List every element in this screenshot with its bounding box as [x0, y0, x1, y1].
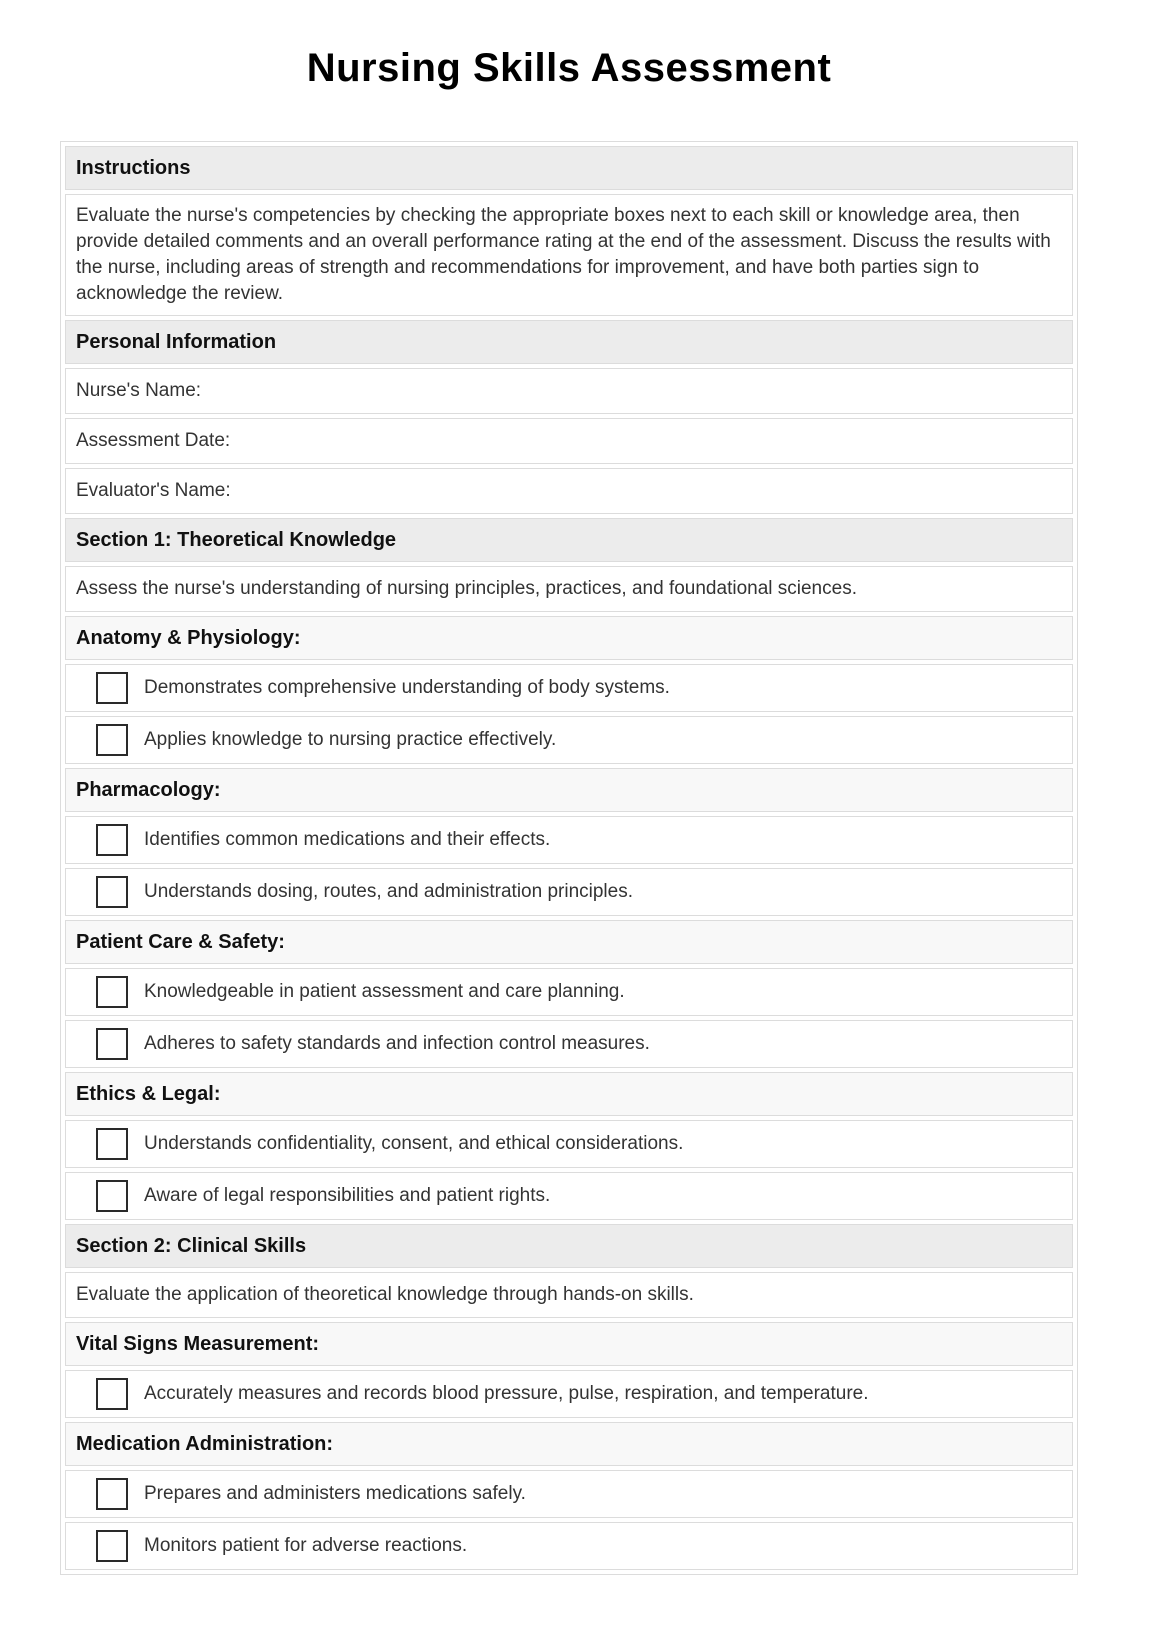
section-header-row-label: Section 2: Clinical Skills — [76, 1235, 307, 1257]
section-header-row — [65, 146, 1073, 190]
subsection-header-row-label: Ethics & Legal: — [76, 1083, 221, 1105]
subsection-header-row-label: Anatomy & Physiology: — [76, 627, 301, 649]
checkbox[interactable] — [96, 824, 128, 856]
assessment-form-table — [60, 141, 1078, 1575]
checklist-item-row — [65, 1370, 1073, 1418]
checkbox[interactable] — [96, 1028, 128, 1060]
section-description-row-label: Assess the nurse's understanding of nursing principles, practices, and foundational sciences. — [76, 578, 857, 599]
subsection-header-row-label: Medication Administration: — [76, 1433, 334, 1455]
subsection-header-row-label: Vital Signs Measurement: — [76, 1333, 320, 1355]
checkbox[interactable] — [96, 1478, 128, 1510]
section-header-row — [65, 518, 1073, 562]
subsection-header-row — [65, 920, 1073, 964]
checklist-item-row-label: Accurately measures and records blood pressure, pulse, respiration, and temperature. — [144, 1383, 869, 1404]
checkbox[interactable] — [96, 672, 128, 704]
checklist-item-row — [65, 1120, 1073, 1168]
document-title: Nursing Skills Assessment — [306, 46, 832, 90]
checklist-item-row-label: Identifies common medications and their effects. — [144, 829, 551, 850]
checklist-item-row — [65, 664, 1073, 712]
checklist-item-row — [65, 968, 1073, 1016]
field-row-label: Nurse's Name: — [76, 380, 202, 401]
checklist-item-row — [65, 1020, 1073, 1068]
checklist-item-row — [65, 868, 1073, 916]
checklist-item-row-label: Understands confidentiality, consent, and ethical considerations. — [144, 1133, 684, 1154]
checklist-item-row — [65, 1522, 1073, 1570]
section-header-row — [65, 320, 1073, 364]
section-header-row-label: Personal Information — [76, 331, 277, 353]
checkbox[interactable] — [96, 1128, 128, 1160]
checklist-item-row-label: Adheres to safety standards and infection control measures. — [144, 1033, 650, 1054]
field-row-label: Evaluator's Name: — [76, 480, 231, 501]
subsection-header-row — [65, 1322, 1073, 1366]
checkbox[interactable] — [96, 724, 128, 756]
checklist-item-row — [65, 1470, 1073, 1518]
checkbox[interactable] — [96, 1180, 128, 1212]
section-header-row-label: Instructions — [76, 157, 191, 179]
instructions-paragraph-row-label: Evaluate the nurse's competencies by checking the appropriate boxes next to each skill or knowledge area, then provide detailed comments and an overall performance rating at the end of the assessment. Discuss the results with the nurse, including areas of strength and recommendations for improvement, and have both parties sign to acknowledge the review. — [76, 205, 1051, 304]
checklist-item-row-label: Applies knowledge to nursing practice effectively. — [144, 729, 557, 750]
checkbox[interactable] — [96, 1378, 128, 1410]
document-page — [0, 46, 1176, 1575]
checklist-item-row-label: Demonstrates comprehensive understanding of body systems. — [144, 677, 670, 698]
checklist-item-row-label: Aware of legal responsibilities and patient rights. — [144, 1185, 551, 1206]
instructions-paragraph-row — [65, 194, 1073, 316]
field-row — [65, 468, 1073, 514]
checklist-item-row-label: Prepares and administers medications safely. — [144, 1483, 526, 1504]
subsection-header-row-label: Patient Care & Safety: — [76, 931, 285, 953]
subsection-header-row — [65, 1422, 1073, 1466]
section-description-row — [65, 566, 1073, 612]
subsection-header-row — [65, 1072, 1073, 1116]
section-description-row-label: Evaluate the application of theoretical knowledge through hands-on skills. — [76, 1284, 694, 1305]
section-header-row-label: Section 1: Theoretical Knowledge — [76, 529, 397, 551]
field-row-label: Assessment Date: — [76, 430, 231, 451]
field-row — [65, 368, 1073, 414]
subsection-header-row — [65, 616, 1073, 660]
checklist-item-row — [65, 716, 1073, 764]
checklist-item-row-label: Understands dosing, routes, and administration principles. — [144, 881, 633, 902]
subsection-header-row — [65, 768, 1073, 812]
checklist-item-row-label: Knowledgeable in patient assessment and care planning. — [144, 981, 625, 1002]
section-header-row — [65, 1224, 1073, 1268]
checklist-item-row — [65, 1172, 1073, 1220]
checkbox[interactable] — [96, 876, 128, 908]
checkbox[interactable] — [96, 1530, 128, 1562]
field-row — [65, 418, 1073, 464]
checkbox[interactable] — [96, 976, 128, 1008]
subsection-header-row-label: Pharmacology: — [76, 779, 221, 801]
section-description-row — [65, 1272, 1073, 1318]
checklist-item-row — [65, 816, 1073, 864]
checklist-item-row-label: Monitors patient for adverse reactions. — [144, 1535, 468, 1556]
